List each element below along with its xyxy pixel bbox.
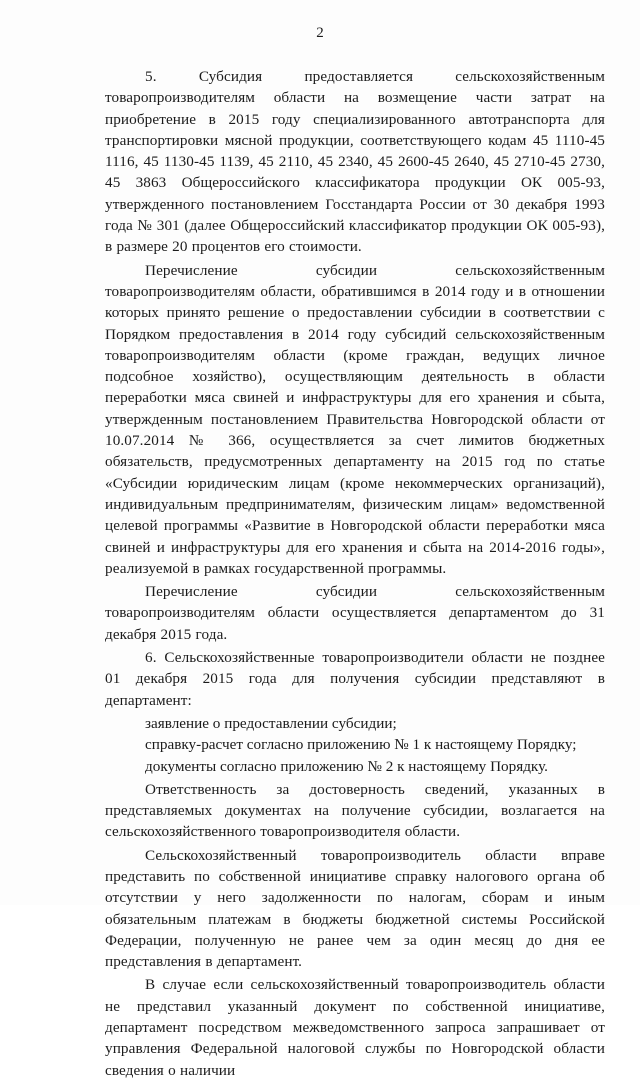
list-item-documents-appendix: документы согласно приложению № 2 к настоящему Порядку. — [145, 757, 548, 775]
list-item-application: заявление о предоставлении субсидии; — [145, 714, 397, 732]
paragraph-documents-submission: 6. Сельскохозяйственные товаропроизводители области не позднее 01 декабря 2015 года для получения субсидии представляют в департамент: — [105, 649, 605, 709]
document-body — [105, 66, 605, 1083]
paragraph-transfer-deadline: Перечисление субсидии сельскохозяйственным товаропроизводителям области осуществляется департаментом до 31 декабря 2015 года. — [105, 583, 605, 643]
list-item-calculation-certificate: справку-расчет согласно приложению № 1 к настоящему Порядку; — [145, 736, 577, 754]
paragraph-subsidy-purpose: 5. Субсидия предоставляется сельскохозяйственным товаропроизводителям области на возмещение части затрат на приобретение в 2015 году специализированного автотранспорта для транспортировки мясной продукции, соответствующего кодам 45 1110-45 1116, 45 1130-45 1139, 45 2110, 45 2340, 45 2600-45 2640, 45 2710-45 2730, 45 3863 Общероссийского классификатора продукции ОК 005-93, утвержденного постановлением Госстандарта России от 30 декабря 1993 года № 301 (далее Общероссийский классификатор продукции ОК 005-93), в размере 20 процентов его стоимости. — [105, 68, 605, 256]
paragraph-subsidy-transfer-2014: Перечисление субсидии сельскохозяйственным товаропроизводителям области, обратившимся в 2014 году и в отношении которых принято решение о предоставлении субсидии в соответствии с Порядком предоставления в 2014 году субсидий сельскохозяйственным товаропроизводителям области (кроме граждан, ведущих личное подсобное хозяйство), осуществляющим деятельность в области переработки мяса свиней и инфраструктуры для его хранения и сбыта, утвержденным постановлением Правительства Новгородской области от 10.07.2014 № 366, осуществляется за счет лимитов бюджетных обязательств, предусмотренных департаменту на 2015 год по статье «Субсидии юридическим лицам (кроме некоммерческих организаций), индивидуальным предпринимателям, физическим лицам» ведомственной целевой программы «Развитие в Новгородской области переработки мяса свиней и инфраструктуры для его хранения и сбыта на 2014-2016 годы», реализуемой в рамках государственной программы. — [105, 261, 605, 577]
paragraph-tax-certificate: Сельскохозяйственный товаропроизводитель области вправе представить по собственной инициативе справку налогового органа об отсутствии у него задолженности по налогам, сборам и иным обязательным платежам в бюджеты бюджетной системы Российской Федерации, полученную не ранее чем за один месяц до дня ее представления в департамент. — [105, 846, 605, 971]
page-number: 2 — [316, 25, 324, 41]
paragraph-interagency-request: В случае если сельскохозяйственный товаропроизводитель области не представил указанный документ по собственной инициативе, департамент посредством межведомственного запроса запрашивает от управления Федеральной налоговой службы по Новгородской области сведения о наличии — [105, 976, 605, 1079]
paragraph-responsibility: Ответственность за достоверность сведений, указанных в представляемых документах на получение субсидии, возлагается на сельскохозяйственного товаропроизводителя области. — [105, 780, 605, 841]
